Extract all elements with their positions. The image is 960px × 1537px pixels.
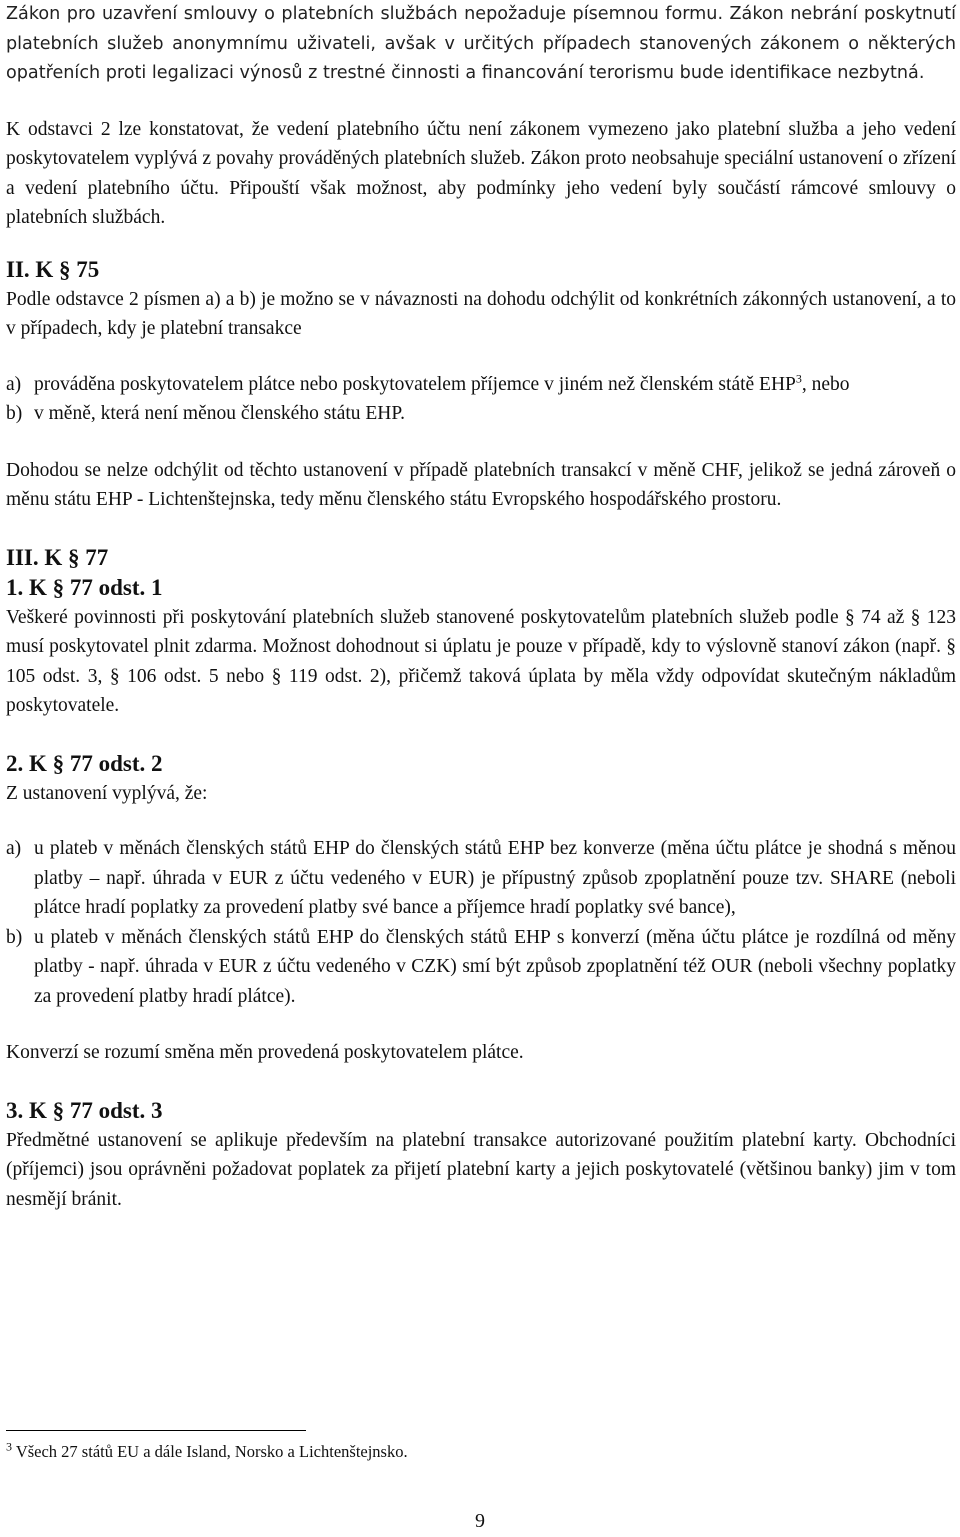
subsection-77-3-text: Předmětné ustanovení se aplikuje především na platební transakce autorizované použitím platební karty. Obchodníci (příjemci) jsou oprávněni požadovat poplatek za přijetí platební karty a jejich poskytovatelé (většinou banky) jim v tom nesmějí bránit. [6,1129,956,1210]
footnote-ref: 3 [795,371,802,385]
list-marker: b) [6,403,23,424]
list-marker: a) [6,838,22,859]
list-marker: a) [6,373,22,395]
list-item [6,923,956,1012]
list-item-text: u plateb v měnách členských států EHP do členských států EHP bez konverze (měna účtu plátce je shodná s měnou platby – např. úhrada v EUR z účtu vedeného v EUR) je přípustný způsob zpoplatnění pouze tzv. SHARE (neboli plátce hradí poplatky za provedení platby své bance a příjemce hradí poplatky své bance), [34,838,956,918]
footnote-divider [6,1430,306,1431]
subsection-heading-77-3: 3. K § 77 odst. 3 [6,1097,163,1123]
intro-paragraph-1: Zákon pro uzavření smlouvy o platebních službách nepožaduje písemnou formu. Zákon nebrání poskytnutí platebních služeb anonymnímu uživateli, avšak v určitých případech stanovených zákonem o některých opatřeních proti legalizaci výnosů z trestné činnosti a financování terorismu bude identifikace nezbytná. [6,4,956,83]
document-page [6,0,956,1214]
section-heading-75: II. K § 75 [6,256,100,282]
section-heading-77: III. K § 77 [6,544,109,570]
subsection-77-1-text: Veškeré povinnosti při poskytování platebních služeb stanovené poskytovatelům platebních služeb podle § 74 až § 123 musí poskytovatel plnit zdarma. Možnost dohodnout si úplatu je pouze v případě, kdy to výslovně stanoví zákon (např. § 105 odst. 3, § 106 odst. 5 nebo § 119 odst. 2), přičemž taková úplata by měla vždy odpovídat skutečným nákladům poskytovatele. [6,606,956,716]
list-item-text: u plateb v měnách členských států EHP do členských států EHP s konverzí (měna účtu plátce je rozdílná od měny platby - např. úhrada v EUR z účtu vedeného v CZK) smí být způsob zpoplatnění též OUR (neboli všechny poplatky za provedení platby hradí plátce). [34,926,956,1007]
intro-paragraph-2: K odstavci 2 lze konstatovat, že vedení platebního účtu není zákonem vymezeno jako platební služba a jeho vedení poskytovatelem vyplývá z povahy prováděných platebních služeb. Zákon proto neobsahuje speciální ustanovení o zřízení a vedení platebního účtu. Připouští však možnost, aby podmínky jeho vedení byly součástí rámcové smlouvy o platebních službách. [6,118,956,228]
section-75-paragraph: Podle odstavce 2 písmen a) a b) je možno se v návaznosti na dohodu odchýlit od konkrétních zákonných ustanovení, a to v případech, kdy je platební transakce [6,288,956,339]
list-marker: b) [6,926,23,948]
subsection-77-2-intro: Z ustanovení vyplývá, že: [6,782,208,804]
list-item [6,834,956,923]
footnote-text: Všech 27 států EU a dále Island, Norsko a Lichtenštejnsko. [12,1442,408,1461]
subsection-77-2-list [6,834,956,1011]
subsection-heading-77-2: 2. K § 77 odst. 2 [6,750,163,776]
section-75-list [6,370,956,429]
page-number: 9 [475,1510,485,1532]
subsection-77-2-paragraph: Konverzí se rozumí směna měn provedená poskytovatelem plátce. [6,1042,524,1063]
footnote-number: 3 [6,1439,12,1454]
list-item-text: v měně, která není měnou členského státu EHP. [34,403,405,424]
list-item [6,399,956,429]
footnote [6,1440,408,1464]
list-item-tail: , nebo [801,373,850,395]
list-item-text: prováděna poskytovatelem plátce nebo poskytovatelem příjemce v jiném než členském státě EHP [34,373,796,395]
list-item [6,370,956,400]
section-75-paragraph-2: Dohodou se nelze odchýlit od těchto ustanovení v případě platebních transakcí v měně CHF, jelikož se jedná zároveň o měnu státu EHP - Lichtenštejnska, tedy měnu členského státu Evropského hospodářského prostoru. [6,459,956,510]
subsection-heading-77-1: 1. K § 77 odst. 1 [6,574,163,600]
